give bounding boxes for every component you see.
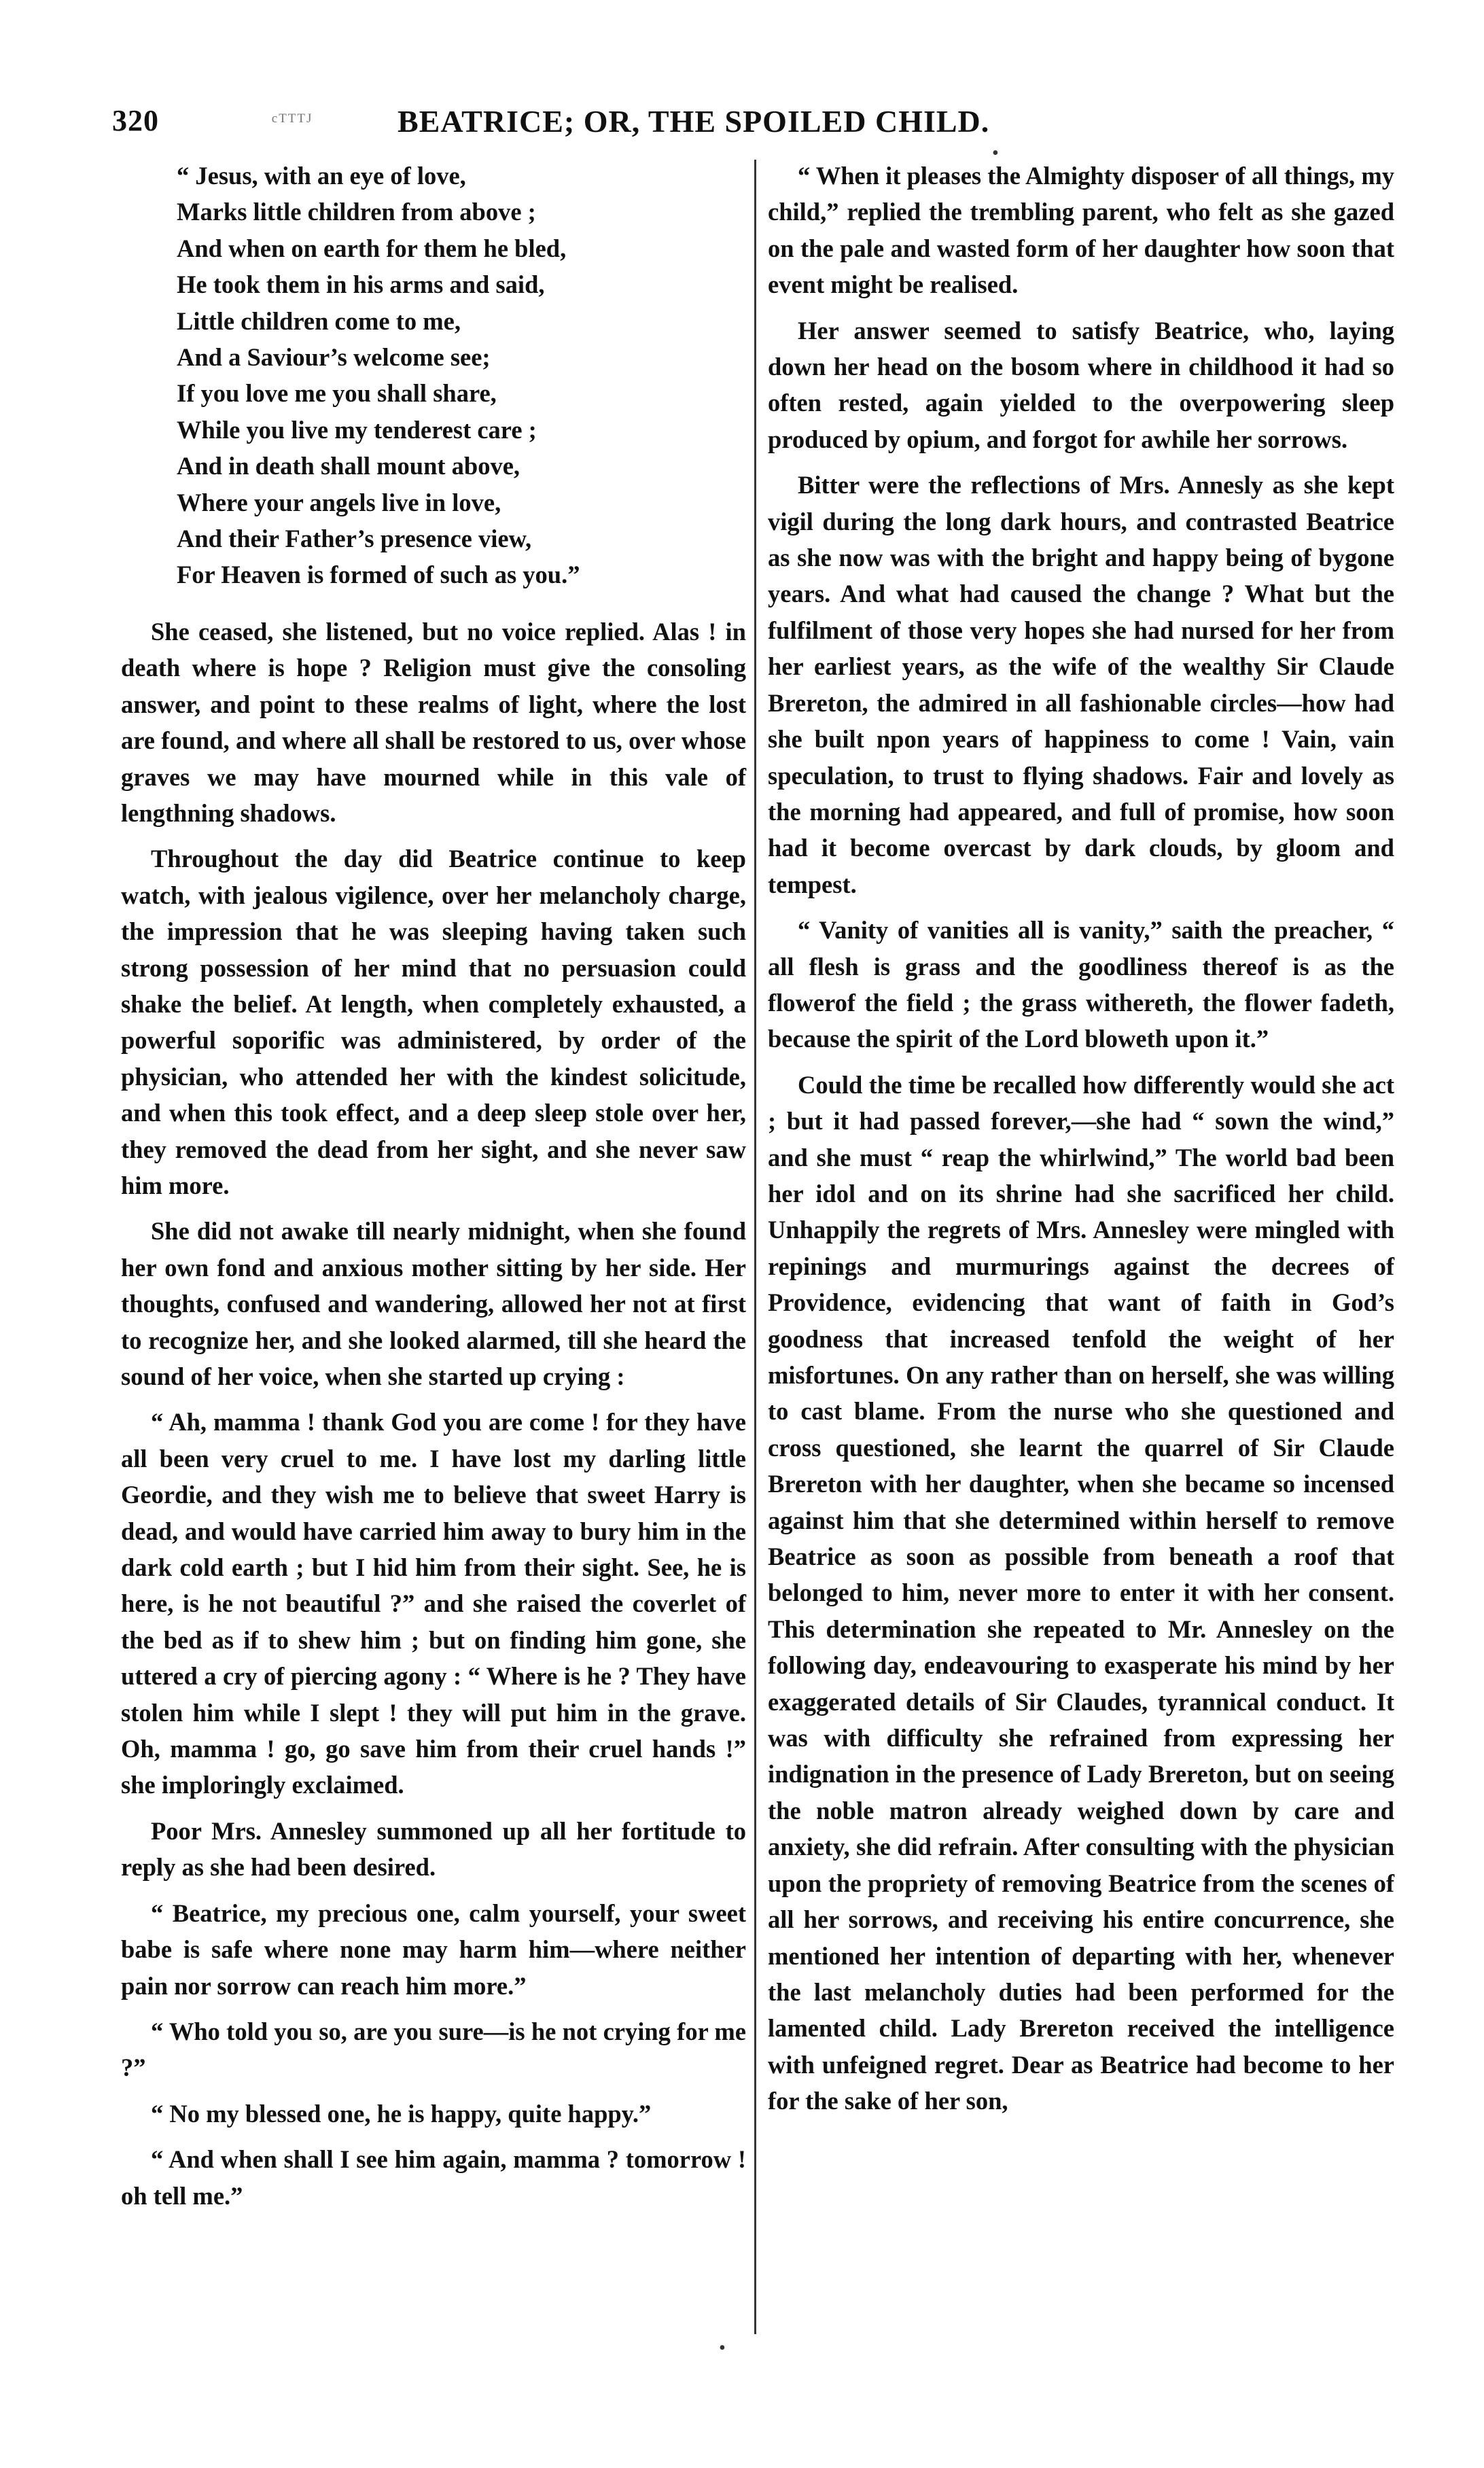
running-title: BEATRICE; OR, THE SPOILED CHILD. [398, 104, 990, 139]
right-column [768, 158, 1394, 2129]
paragraph: “ Who told you so, are you sure—is he not crying for me ?” [121, 2017, 746, 2082]
verse-line: While you live my tenderest care ; [177, 415, 537, 444]
verse-line: Where your angels live in love, [177, 488, 501, 516]
paragraph: She did not awake till nearly midnight, when she found her own fond and anxious mother sitting by her side. Her thoughts, confused and wandering, allowed her not at first to recognize her, and she looked alarmed, till she heard the sound of her voice, when she started up crying : [121, 1217, 746, 1390]
paragraph: She ceased, she listened, but no voice replied. Alas ! in death where is hope ? Religion must give the consoling answer, and point to these realms of light, where the lost are found, and where all shall be restored to us, over whose graves we may have mourned while in this vale of lengthning shadows. [121, 617, 746, 827]
verse-line: And a Saviour’s welcome see; [177, 343, 491, 372]
paragraph: “ And when shall I see him again, mamma ? tomorrow ! oh tell me.” [121, 2145, 746, 2210]
verse-line: Marks little children from above ; [177, 198, 536, 226]
paragraph: Throughout the day did Beatrice continue to keep watch, with jealous vigilence, over her melancholy charge, the impression that he was sleeping having taken such strong possession of her mind that no persuasion could shake the belief. At length, when completely exhausted, a powerful soporific was administered, by order of the physician, who attended her with the kindest solicitude, and when this took effect, and a deep sleep stole over her, they removed the dead from her sight, and she never saw him more. [121, 845, 746, 1199]
verse-line: And when on earth for them he bled, [177, 234, 567, 262]
verse-line: He took them in his arms and said, [177, 270, 545, 299]
verse-line: And their Father’s presence view, [177, 525, 532, 553]
page-number: 320 [112, 104, 159, 137]
paragraph: “ Vanity of vanities all is vanity,” saith the preacher, “ all flesh is grass and the goodliness thereof is as the flowerof the field ; the grass withereth, the flower fadeth, because the spirit of the Lord bloweth upon it.” [768, 916, 1394, 1053]
verse-line: For Heaven is formed of such as you.” [177, 561, 580, 589]
paragraph: “ Ah, mamma ! thank God you are come ! for they have all been very cruel to me. I have lost my darling little Geordie, and they wish me to believe that sweet Harry is dead, and would have carried him away to bury him in the dark cold earth ; but I hid him from their sight. See, he is here, is he not beautiful ?” and she raised the coverlet of the bed as if to shew him ; but on finding him gone, she uttered a cry of piercing agony : “ Where is he ? They have stolen him while I slept ! they will put him in the grave. Oh, mamma ! go, go save him from their cruel hands !” she imploringly exclaimed. [121, 1408, 746, 1799]
paragraph: “ Beatrice, my precious one, calm yourself, your sweet babe is safe where none may harm him—where neither pain nor sorrow can reach him more.” [121, 1899, 746, 2000]
paragraph: Poor Mrs. Annesley summoned up all her fortitude to reply as she had been desired. [121, 1816, 746, 1882]
paragraph: Her answer seemed to satisfy Beatrice, who, laying down her head on the bosom where in childhood it had so often rested, again yielded to the overpowering sleep produced by opium, and forgot for awhile her sorrows. [768, 316, 1394, 453]
paragraph: “ When it pleases the Almighty disposer of all things, my child,” replied the trembling parent, who felt as she gazed on the pale and wasted form of her daughter how soon that event might be realised. [768, 162, 1394, 299]
paragraph: Bitter were the reflections of Mrs. Annesly as she kept vigil during the long dark hours, and contrasted Beatrice as she now was with the bright and happy being of bygone years. And what had caused the change ? What but the fulfilment of those very hopes she had nursed for her from her earliest years, as the wife of the wealthy Sir Claude Brereton, the admired in all fashionable circles—how had she built npon years of happiness to come ! Vain, vain speculation, to trust to flying shadows. Fair and lovely as the morning had appeared, and full of promise, how soon had it become overcast by dark clouds, by gloom and tempest. [768, 471, 1394, 898]
page-header [112, 103, 1390, 144]
verse-line: “ Jesus, with an eye of love, [177, 162, 466, 190]
hymn-verse [177, 158, 746, 593]
paragraph: Could the time be recalled how differently would she act ; but it had passed forever,—she had “ sown the wind,” and she must “ reap the whirlwind,” The world bad been her idol and on its shrine had she sacrificed her child. Unhappily the regrets of Mrs. Annesley were mingled with repinings and murmurings against the decrees of Providence, evidencing that want of faith in God’s goodness that increased tenfold the weight of her misfortunes. On any rather than on herself, she was willing to cast blame. From the nurse who she questioned and cross questioned, she learnt the quarrel of Sir Claude Brereton with her daughter, when she became so incensed against him that she determined within herself to remove Beatrice as soon as possible from beneath a roof that belonged to him, never more to enter it with her consent. This determination she repeated to Mr. Annesley on the following day, endeavouring to exasperate his mind by her exaggerated details of Sir Claudes, tyrannical conduct. It was with difficulty she refrained from expressing her indignation in the presence of Lady Brereton, but on seeing the noble matron already weighed down by care and anxiety, she did refrain. After consulting with the physician upon the propriety of removing Beatrice from the scenes of all her sorrows, and receiving his entire concurrence, she mentioned her intention of departing with her, whenever the last melancholy duties had been performed for the lamented child. Lady Brereton received the intelligence with unfeigned regret. Dear as Beatrice had become to her for the sake of her son, [768, 1070, 1394, 2115]
stray-mark: • [719, 2338, 726, 2359]
ink-smudge: ᶜᵀᵀᵀᴶ [272, 109, 313, 133]
verse-line: Little children come to me, [177, 306, 461, 335]
paragraph: “ No my blessed one, he is happy, quite happy.” [151, 2099, 652, 2128]
stray-mark: • [992, 143, 999, 164]
left-column [121, 158, 746, 2223]
verse-line: And in death shall mount above, [177, 452, 520, 480]
verse-line: If you love me you shall share, [177, 379, 497, 408]
column-divider [754, 160, 756, 2334]
